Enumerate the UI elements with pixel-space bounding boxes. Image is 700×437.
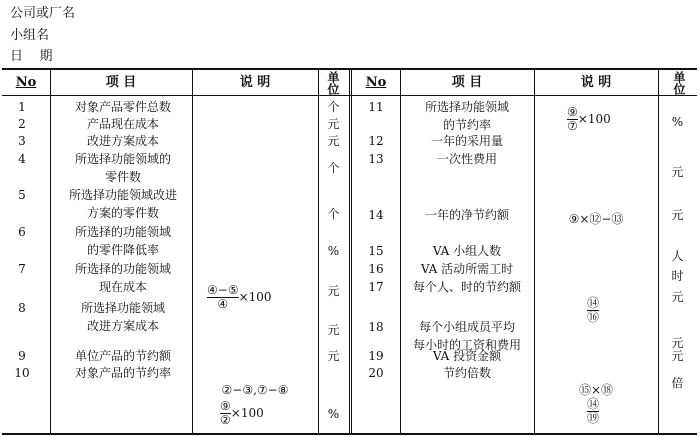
savings-table (2, 68, 697, 435)
row-unit: 元 (671, 290, 684, 304)
row-unit: 元 (327, 349, 340, 363)
row-unit: 倍 (671, 376, 684, 390)
row-unit: 元 (671, 165, 684, 179)
row-item-label: VA 小组人数 (432, 244, 502, 258)
row-item-label: VA 活动所需工时 (420, 262, 514, 276)
row-item-label: 每小时的工资和费用 (412, 338, 521, 352)
row-number: 5 (18, 188, 26, 202)
row-item-label: 节约倍数 (442, 366, 491, 380)
row-number: 13 (368, 152, 384, 166)
header-item-right: 项 目 (451, 75, 483, 90)
row-item-label: 一次性费用 (436, 152, 497, 166)
formula-14: ⑨×⑫−⑬ (568, 212, 624, 226)
row-item-label: 所选择的功能领域 (74, 262, 171, 276)
col-divider (534, 70, 535, 433)
formula-11: $\frac{\text{⑨}}{\text{⑦}}$ ×100 (567, 105, 611, 133)
header-desc-left: 说 明 (239, 75, 271, 90)
row-unit: 元 (327, 117, 340, 131)
row-item-label: 的零件降低率 (86, 243, 159, 257)
row-item-label: 所选择功能领域的 (74, 152, 171, 166)
row-unit: 元 (327, 284, 340, 298)
row-number: 2 (18, 117, 26, 131)
row-number: 1 (18, 100, 26, 114)
header-no-left: No (15, 75, 37, 90)
row-item-label: 零件数 (104, 170, 141, 184)
row-item-label: 产品现在成本 (86, 117, 159, 131)
row-item-label: 方案的零件数 (86, 206, 159, 220)
row-number: 3 (18, 134, 26, 148)
group-name-label: 小组名 (10, 28, 50, 43)
row-item-label: 改进方案成本 (86, 319, 159, 333)
row-unit: % (671, 115, 684, 129)
row-number: 11 (368, 100, 384, 114)
row-item-label: 所选择的功能领域 (74, 225, 171, 239)
row-item-label: 改进方案成本 (86, 134, 159, 148)
row-unit: % (327, 407, 340, 421)
formula-10: $\frac{\text{⑨}}{\text{②}}$ ×100 (220, 399, 264, 427)
col-divider (400, 70, 401, 433)
row-number: 19 (368, 349, 384, 363)
row-unit: % (327, 244, 340, 258)
formula-19: ⑮×⑱ (578, 383, 614, 397)
col-divider (192, 70, 193, 433)
row-unit: 元 (327, 323, 340, 337)
row-unit: 元 (671, 336, 684, 350)
row-item-label: 现在成本 (98, 280, 147, 294)
row-number: 18 (368, 320, 384, 334)
formula-17: $\frac{\text{⑭}}{\text{⑯}}$ (587, 296, 600, 324)
row-item-label: 所选择功能领域 (80, 301, 165, 315)
row-number: 6 (18, 225, 26, 239)
date-label: 日 期 (10, 49, 53, 64)
row-item-label: 每个人、时的节约额 (412, 280, 521, 294)
col-divider (50, 70, 51, 433)
row-unit: 个 (327, 207, 340, 221)
row-item-label: 一年的采用量 (430, 134, 503, 148)
row-unit: 个 (327, 161, 340, 175)
row-number: 14 (368, 208, 384, 222)
formula-9: ②−③,⑦−⑧ (221, 383, 289, 397)
row-number: 7 (18, 262, 26, 276)
row-item-label: 所选择功能领域 (424, 100, 509, 114)
row-item-label: 所选择功能领域改进 (68, 188, 177, 202)
row-number: 15 (368, 244, 384, 258)
header-item-left: 项 目 (105, 75, 137, 90)
row-item-label: 单位产品的节约额 (74, 349, 171, 363)
row-number: 20 (368, 366, 384, 380)
row-number: 16 (368, 262, 384, 276)
row-item-label: VA 投资金额 (432, 349, 502, 363)
row-unit: 元 (327, 134, 340, 148)
row-item-label: 每个小组成员平均 (418, 320, 515, 334)
row-unit: 个 (327, 100, 340, 114)
company-name-label: 公司或厂名 (10, 6, 76, 21)
row-number: 17 (368, 280, 384, 294)
formula-5: $\frac{\text{④−⑤}}{\text{④}}$ ×100 (207, 283, 272, 311)
row-number: 12 (368, 134, 384, 148)
row-number: 4 (18, 152, 26, 166)
row-unit: 时 (671, 269, 684, 283)
header-unit-right: 单位 (672, 71, 686, 95)
row-item-label: 的节约率 (442, 118, 491, 132)
row-item-label: 对象产品的节约率 (74, 366, 171, 380)
row-item-label: 一年的净节约额 (424, 208, 509, 222)
row-number: 9 (18, 349, 26, 363)
row-unit: 元 (671, 349, 684, 363)
header-unit-left: 单位 (326, 71, 340, 95)
formula-20: $\frac{\text{⑭}}{\text{⑲}}$ (587, 397, 600, 425)
header-no-right: No (365, 75, 387, 90)
row-number: 8 (18, 301, 26, 315)
row-unit: 元 (671, 208, 684, 222)
header-desc-right: 说 明 (580, 75, 612, 90)
row-unit: 人 (671, 249, 684, 263)
row-item-label: 对象产品零件总数 (74, 100, 171, 114)
row-number: 10 (14, 366, 30, 380)
